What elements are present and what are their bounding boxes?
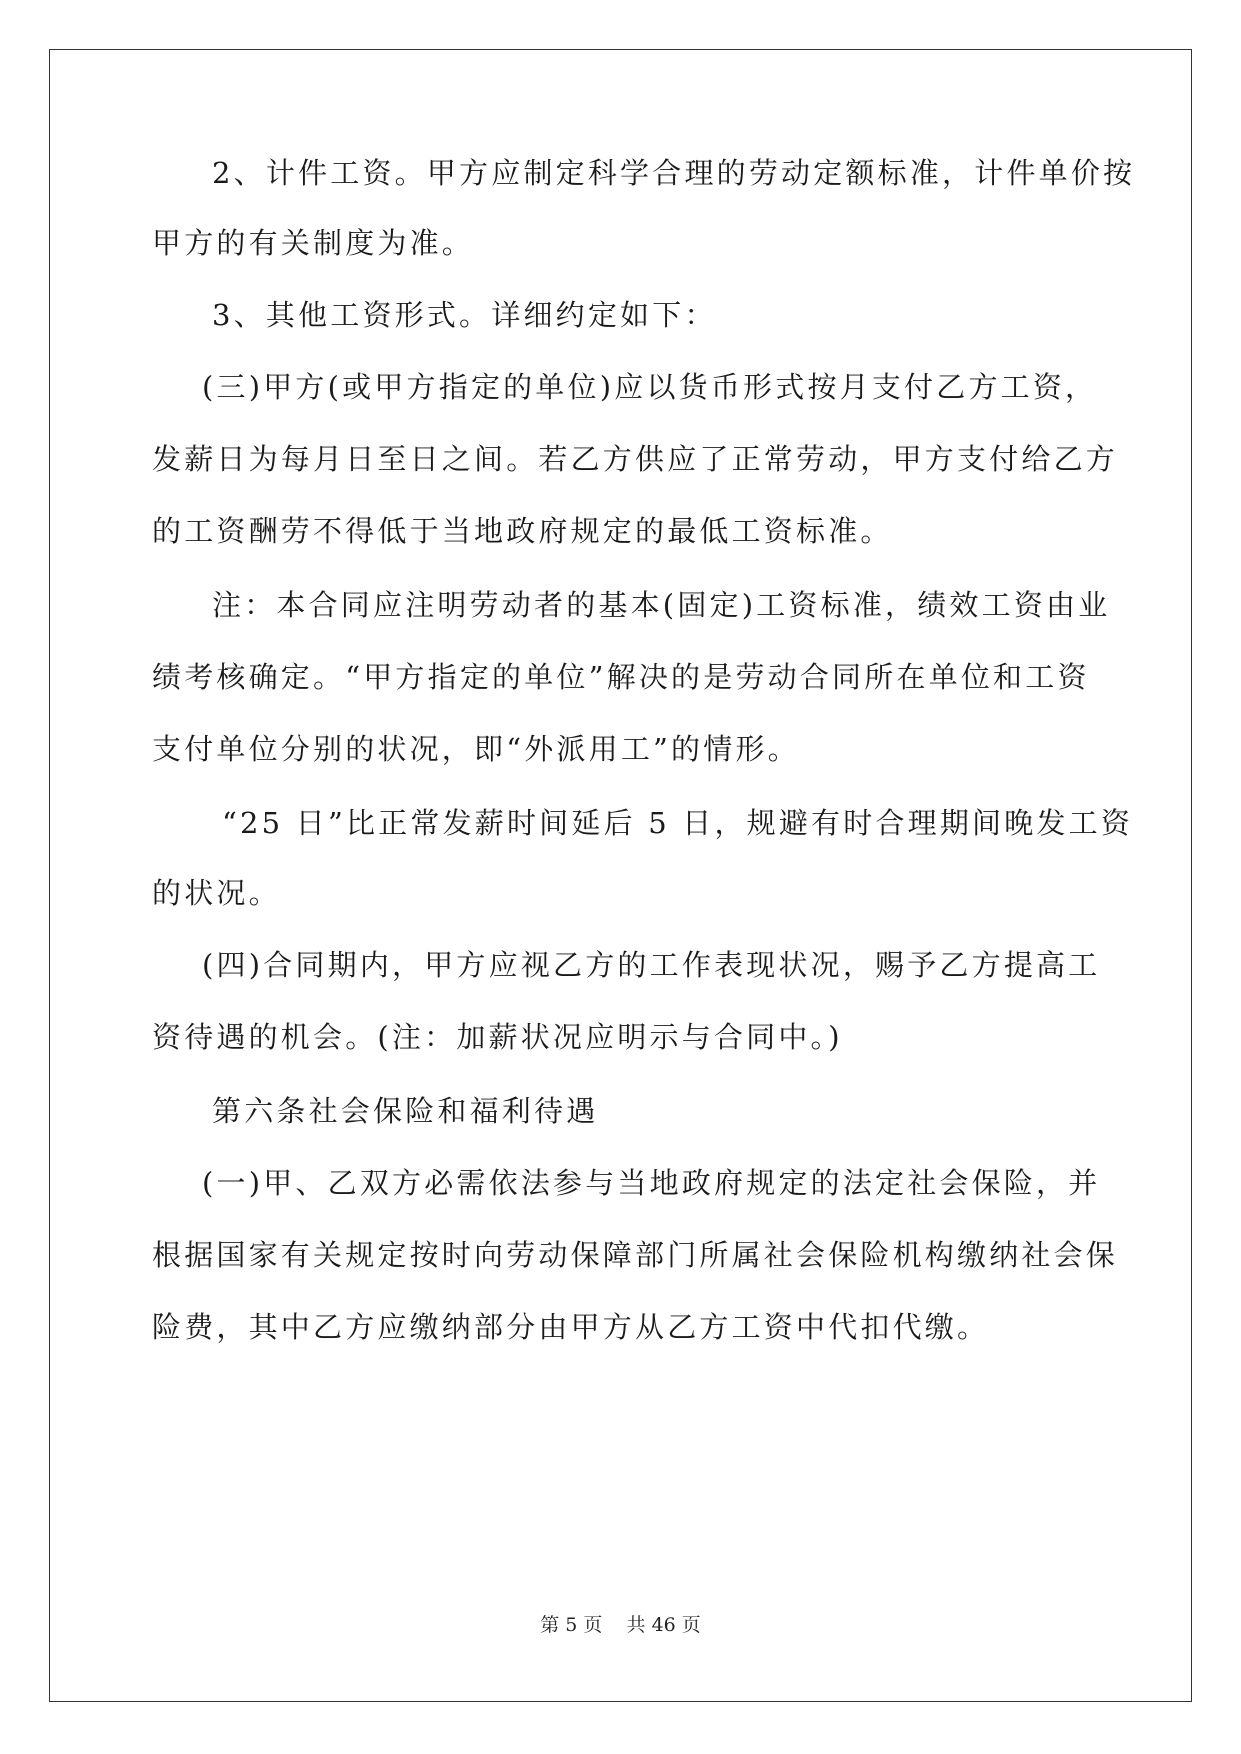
paragraph-line: 根据国家有关规定按时向劳动保障部门所属社会保险机构缴纳社会保: [152, 1238, 1119, 1272]
paragraph-line: 资待遇的机会。(注：加薪状况应明示与合同中。): [152, 1020, 843, 1054]
paragraph-line: 的工资酬劳不得低于当地政府规定的最低工资标准。: [152, 514, 893, 548]
paragraph-line: “25 日”比正常发薪时间延后 5 日，规避有时合理期间晚发工资: [222, 806, 1134, 840]
paragraph-line: (四)合同期内，甲方应视乙方的工作表现状况，赐予乙方提高工: [202, 948, 1101, 982]
paragraph-line: 支付单位分别的状况，即“外派用工”的情形。: [152, 732, 800, 766]
section-heading: 第六条社会保险和福利待遇: [212, 1094, 599, 1128]
paragraph-line: (三)甲方(或甲方指定的单位)应以货币形式按月支付乙方工资，: [202, 370, 1098, 404]
paragraph-line: 绩考核确定。“甲方指定的单位”解决的是劳动合同所在单位和工资: [152, 660, 1090, 694]
paragraph-line: 注：本合同应注明劳动者的基本(固定)工资标准，绩效工资由业: [212, 588, 1111, 622]
paragraph-line: 甲方的有关制度为准。: [152, 226, 475, 260]
paragraph-line: 3、其他工资形式。详细约定如下：: [212, 298, 717, 332]
paragraph-line: 发薪日为每月日至日之间。若乙方供应了正常劳动，甲方支付给乙方: [152, 442, 1119, 476]
paragraph-line: (一)甲、乙双方必需依法参与当地政府规定的法定社会保险，并: [202, 1166, 1101, 1200]
paragraph-line: 的状况。: [152, 876, 281, 910]
paragraph-line: 2、计件工资。甲方应制定科学合理的劳动定额标准，计件单价按: [212, 156, 1136, 190]
page-number-footer: 第 5 页 共 46 页: [540, 1614, 701, 1636]
paragraph-line: 险费，其中乙方应缴纳部分由甲方从乙方工资中代扣代缴。: [152, 1310, 990, 1344]
